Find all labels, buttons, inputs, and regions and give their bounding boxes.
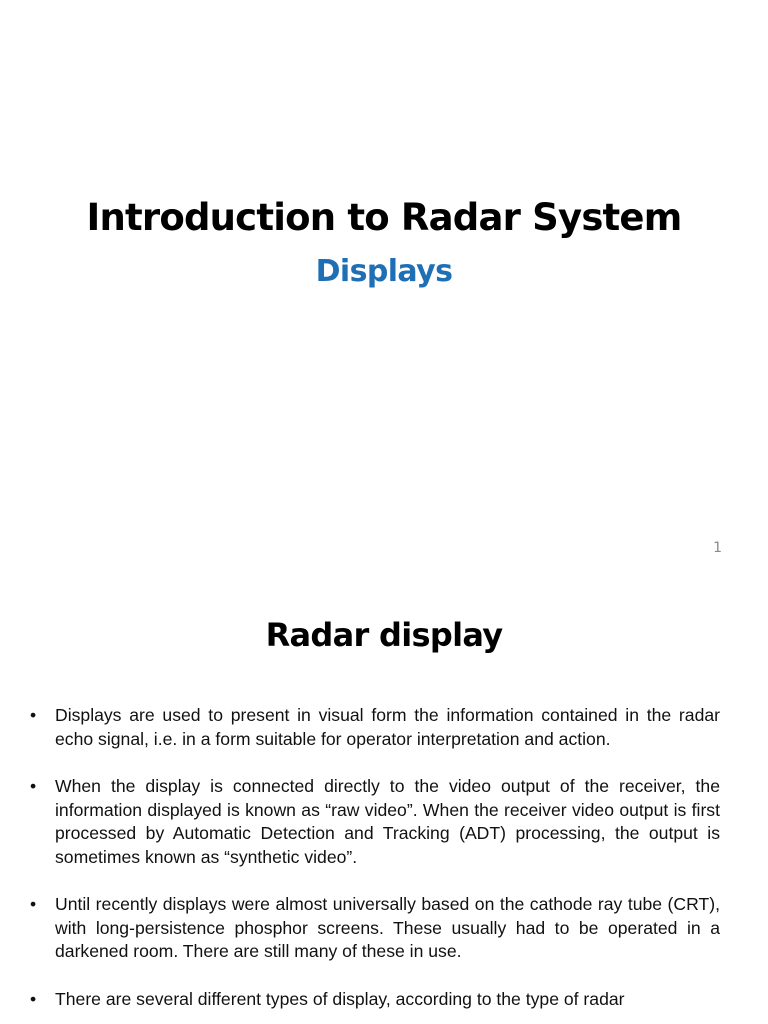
bullet-icon: • (30, 894, 37, 914)
bullet-icon: • (30, 988, 37, 1009)
bullet-icon: • (30, 705, 37, 725)
bullet-text: There are several different types of display, according to the type of radar (55, 988, 625, 1009)
list-item (30, 704, 720, 751)
bullet-text: Until recently displays were almost universally based on the cathode ray tube (CRT), with long-persistence phosphor screens. These usually had to be operated in a darkened room. There are still many of these in use. (55, 894, 720, 961)
list-item (30, 775, 720, 869)
bullet-list (30, 704, 720, 1024)
list-item (30, 988, 720, 1012)
slide-subtitle: Displays (315, 254, 453, 289)
slide-title: Introduction to Radar System (86, 196, 682, 239)
bullet-icon: • (30, 776, 37, 796)
bullet-text: When the display is connected directly to the video output of the receiver, the information displayed is known as “raw video”. When the receiver video output is first processed by Automatic Detection and Tracking (ADT) processing, the output is sometimes known as “synthetic video”. (55, 776, 720, 867)
slide-2 (0, 586, 768, 1024)
list-item (30, 893, 720, 964)
page-number: 1 (713, 540, 722, 556)
bullet-text: Displays are used to present in visual form the information contained in the radar echo signal, i.e. in a form suitable for operator interpretation and action. (55, 705, 720, 749)
slide-title: Radar display (265, 616, 503, 654)
